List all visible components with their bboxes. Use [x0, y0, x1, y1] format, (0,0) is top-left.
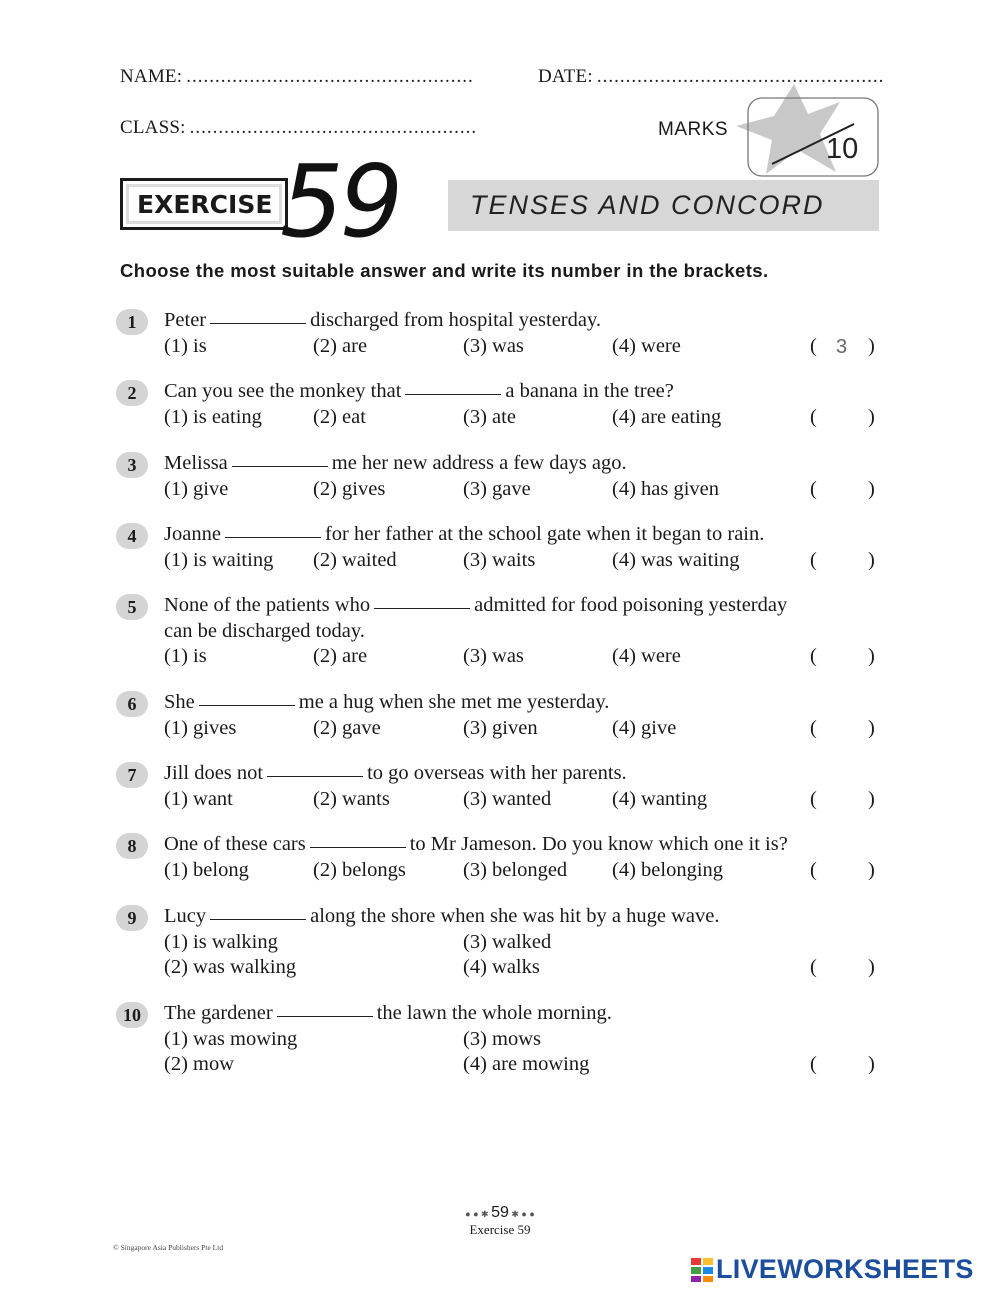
answer-option: (4) were — [612, 645, 681, 667]
question-text — [164, 309, 601, 332]
answer-option: (3) ate — [463, 406, 516, 428]
answer-bracket-close: ) — [868, 335, 875, 357]
answer-option: (1) is — [164, 645, 207, 667]
answer-option: (1) is — [164, 335, 207, 357]
question-text — [164, 594, 787, 617]
answer-bracket-open: ( — [810, 478, 817, 500]
answer-option: (4) are eating — [612, 406, 722, 428]
question-number: 5 — [116, 594, 148, 620]
answer-option: (2) are — [313, 645, 368, 667]
question-number: 6 — [116, 691, 148, 717]
answer-blank[interactable] — [210, 918, 306, 920]
name-dots: .................................................. — [186, 66, 474, 87]
question-number: 2 — [116, 380, 148, 406]
answer-bracket-close: ) — [868, 645, 875, 667]
answer-option: (3) was — [463, 645, 524, 667]
answer-blank[interactable] — [374, 607, 470, 609]
answer-option: (4) wanting — [612, 788, 708, 810]
answer-option: (3) belonged — [463, 859, 568, 881]
answer-blank[interactable] — [232, 465, 328, 467]
question-number: 7 — [116, 762, 148, 788]
question-text-after: me a hug when she met me yesterday. — [298, 691, 610, 713]
name-field — [120, 66, 474, 88]
answer-blank[interactable] — [199, 704, 295, 706]
answer-option: (4) were — [612, 335, 681, 357]
answer-option: (2) wants — [313, 788, 390, 810]
question-text-before: She — [164, 691, 195, 713]
question-text-before: Peter — [164, 309, 207, 331]
page-number-line: ● ● ✱ 59 ✱ ● ● — [465, 1204, 535, 1221]
answer-option: (2) gave — [313, 717, 381, 739]
answer-option: (4) give — [612, 717, 677, 739]
answer-blank[interactable] — [277, 1015, 373, 1017]
answer-bracket-close: ) — [868, 717, 875, 739]
marks-label: MARKS — [658, 119, 729, 140]
answer-bracket-close: ) — [868, 788, 875, 810]
class-label: CLASS: — [120, 117, 186, 138]
question-text — [164, 905, 719, 928]
exercise-number: 59 — [280, 143, 400, 260]
answer-option: (2) was walking — [164, 956, 297, 978]
answer-option: (2) gives — [313, 478, 386, 500]
answer-option: (3) gave — [463, 478, 531, 500]
answer-option: (1) is eating — [164, 406, 262, 428]
liveworksheets-brand: LIVEWORKSHEETS — [716, 1254, 974, 1284]
answer-blank[interactable] — [310, 846, 406, 848]
answer-option: (3) mows — [463, 1028, 542, 1050]
question-text — [164, 691, 609, 714]
question-text-before: Jill does not — [164, 762, 264, 784]
exercise-label: EXERCISE — [137, 189, 273, 219]
answer-option: (2) are — [313, 335, 368, 357]
answer-bracket-open: ( — [810, 645, 817, 667]
answer-option: (3) given — [463, 717, 538, 739]
answer-option: (1) belong — [164, 859, 249, 881]
liveworksheets-logo — [690, 1254, 974, 1285]
answer-bracket-open: ( — [810, 1053, 817, 1075]
answer-bracket-open: ( — [810, 956, 817, 978]
answer-blank[interactable] — [210, 322, 306, 324]
copyright-text: © Singapore Asia Publishers Pte Ltd — [113, 1243, 224, 1252]
question-text-before: The gardener — [164, 1002, 273, 1024]
answer-option: (2) belongs — [313, 859, 406, 881]
answer-option: (4) has given — [612, 478, 720, 500]
answer-option: (1) was mowing — [164, 1028, 298, 1050]
question-text — [164, 762, 627, 785]
answer-bracket-close: ) — [868, 956, 875, 978]
answer-option: (1) give — [164, 478, 229, 500]
answer-option: (2) mow — [164, 1053, 235, 1075]
answer-bracket-open: ( — [810, 788, 817, 810]
answer-option: (2) eat — [313, 406, 366, 428]
question-number: 9 — [116, 905, 148, 931]
question-text-before: None of the patients who — [164, 594, 371, 616]
answer-bracket-close: ) — [868, 859, 875, 881]
question-text-before: Melissa — [164, 452, 228, 474]
answer-bracket-open: ( — [810, 335, 817, 357]
question-text-after: discharged from hospital yesterday. — [310, 309, 602, 331]
question-text-after: to go overseas with her parents. — [367, 762, 627, 784]
question-text-after: a banana in the tree? — [505, 380, 674, 402]
question-text — [164, 380, 674, 403]
question-text-after: for her father at the school gate when it began to rain. — [324, 523, 765, 545]
answer-option: (4) are mowing — [463, 1053, 590, 1075]
answer-bracket-close: ) — [868, 478, 875, 500]
answer-option: (4) walks — [463, 956, 540, 978]
answer-option: (1) want — [164, 788, 233, 810]
question-text-after: along the shore when she was hit by a huge wave. — [310, 905, 720, 927]
question-text — [164, 1002, 612, 1025]
date-dots: .................................................. — [596, 66, 885, 87]
answer-option: (1) is waiting — [164, 549, 274, 571]
answer-blank[interactable] — [405, 393, 501, 395]
question-text — [164, 523, 764, 546]
answer-option: (4) belonging — [612, 859, 724, 881]
answer-option: (3) walked — [463, 931, 552, 953]
class-field — [120, 117, 477, 139]
page-number: 59 — [491, 1204, 509, 1221]
answer-blank[interactable] — [225, 536, 321, 538]
answer-bracket-close: ) — [868, 1053, 875, 1075]
question-text-continued: can be discharged today. — [164, 620, 365, 642]
class-dots: .................................................. — [189, 117, 478, 138]
instruction: Choose the most suitable answer and write its number in the brackets. — [120, 260, 769, 281]
question-text-before: One of these cars — [164, 833, 306, 855]
answer-option: (1) gives — [164, 717, 237, 739]
exercise-title: TENSES AND CONCORD — [470, 190, 825, 220]
name-label: NAME: — [120, 66, 183, 87]
liveworksheets-logo-icon — [690, 1257, 714, 1283]
date-label: DATE: — [538, 66, 593, 87]
answer-option: (3) was — [463, 335, 524, 357]
answer-blank[interactable] — [267, 775, 363, 777]
answer-option: (3) wanted — [463, 788, 552, 810]
answer-bracket-open: ( — [810, 549, 817, 571]
marks-total: 10 — [826, 133, 859, 165]
answer-bracket-open: ( — [810, 859, 817, 881]
exercise-title-band — [448, 180, 879, 231]
answer-bracket-open: ( — [810, 717, 817, 739]
exercise-label-box — [120, 178, 288, 230]
question-number: 4 — [116, 523, 148, 549]
answer-bracket-close: ) — [868, 406, 875, 428]
page-sub: Exercise 59 — [469, 1222, 531, 1237]
answer-option: (3) waits — [463, 549, 536, 571]
answer-option: (2) waited — [313, 549, 397, 571]
question-text — [164, 452, 627, 475]
question-number: 8 — [116, 833, 148, 859]
answer-input[interactable]: 3 — [836, 336, 848, 358]
question-number: 3 — [116, 452, 148, 478]
answer-option: (4) was waiting — [612, 549, 740, 571]
question-number: 10 — [116, 1002, 148, 1028]
question-text-after: admitted for food poisoning yesterday — [474, 594, 788, 616]
question-text-before: Lucy — [164, 905, 207, 927]
question-number: 1 — [116, 309, 148, 335]
question-text-after: the lawn the whole morning. — [376, 1002, 612, 1024]
answer-bracket-close: ) — [868, 549, 875, 571]
question-text-before: Can you see the monkey that — [164, 380, 402, 402]
question-text — [164, 833, 788, 856]
question-text-after: me her new address a few days ago. — [331, 452, 627, 474]
answer-option: (1) is walking — [164, 931, 278, 953]
question-text-after: to Mr Jameson. Do you know which one it is? — [409, 833, 788, 855]
question-text-before: Joanne — [164, 523, 221, 545]
answer-bracket-open: ( — [810, 406, 817, 428]
